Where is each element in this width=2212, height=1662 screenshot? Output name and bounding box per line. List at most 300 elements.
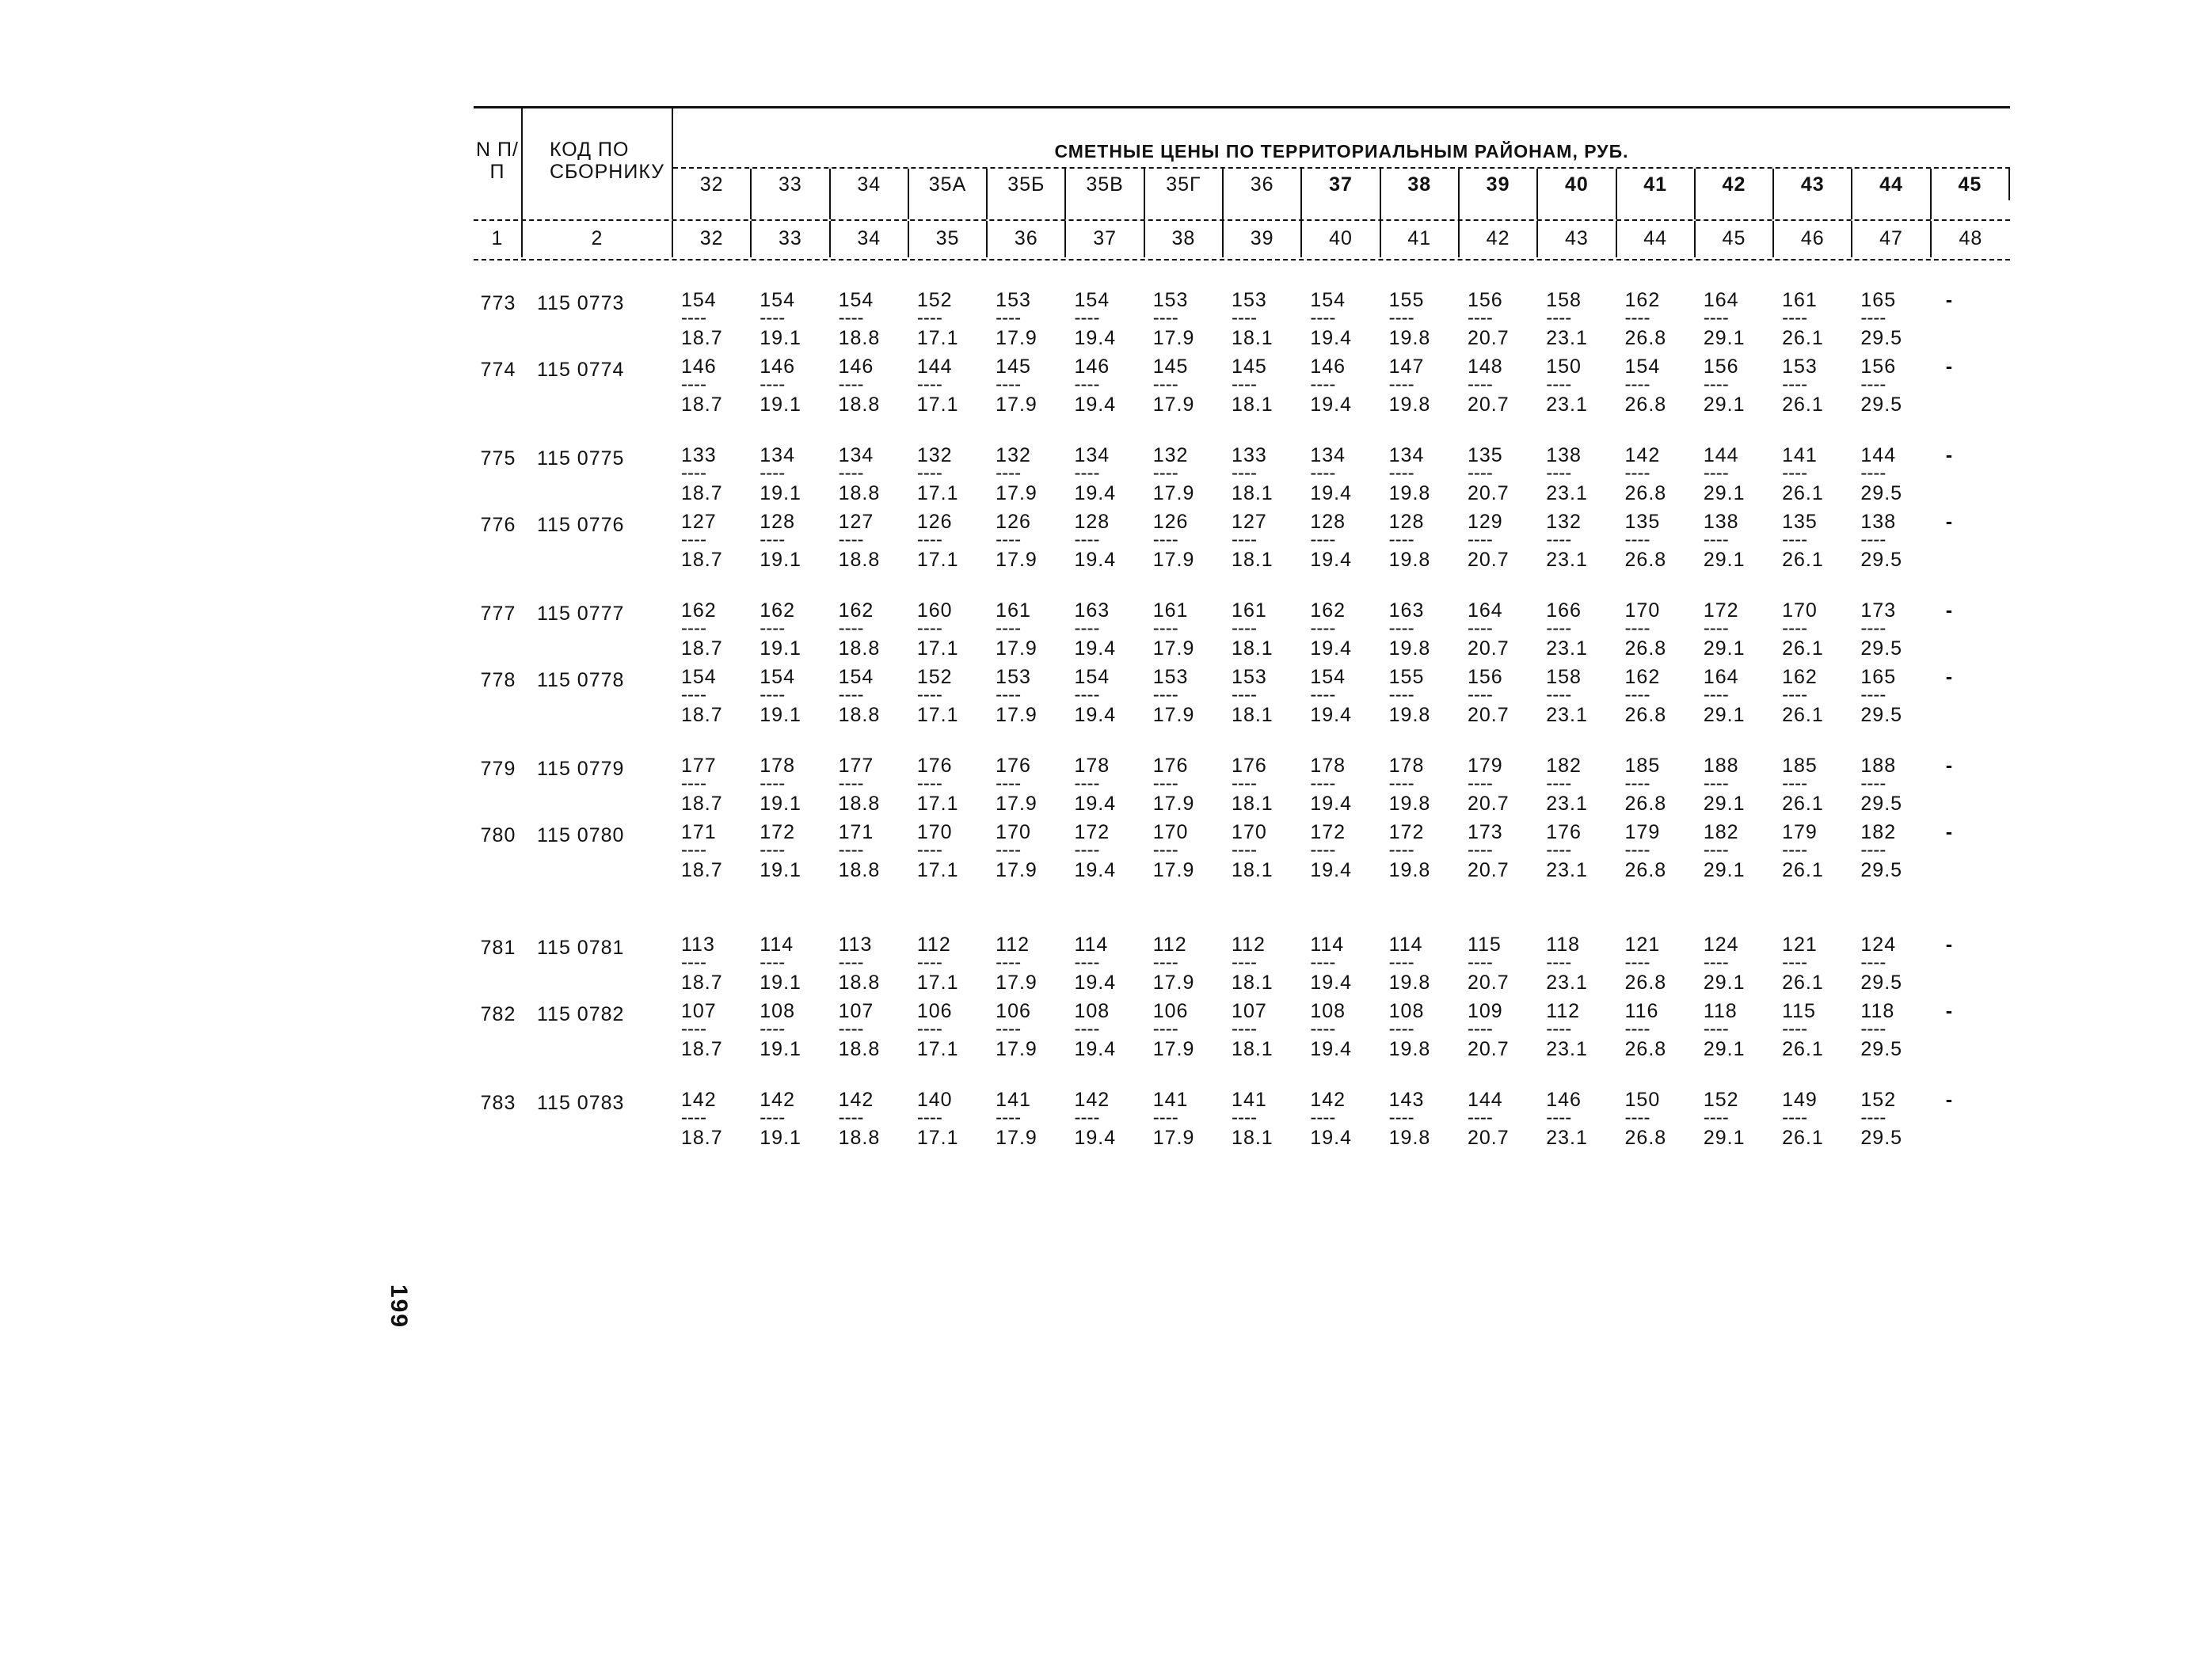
column-number: 39 — [1224, 221, 1302, 257]
price-value: 154 — [838, 666, 874, 688]
price-value: 188 — [1703, 755, 1739, 777]
price-value: 179 — [1782, 821, 1818, 843]
price-cell — [909, 755, 988, 821]
price-value: 156 — [1703, 356, 1739, 378]
fraction-denominator: 29.5 — [1860, 482, 1903, 504]
price-value: 106 — [916, 1000, 953, 1022]
fraction-denominator: 19.8 — [1388, 327, 1431, 349]
fraction-denominator: 26.1 — [1782, 704, 1824, 726]
fraction-line: ---- — [1152, 773, 1178, 794]
price-cell — [673, 1089, 752, 1155]
fraction-denominator: 18.8 — [838, 859, 881, 881]
fraction-denominator: 19.1 — [760, 793, 801, 815]
region-header: 42 — [1696, 169, 1774, 200]
fraction-line: ---- — [1624, 374, 1650, 395]
region-header: 34 — [831, 169, 909, 200]
price-value: 118 — [1860, 1000, 1895, 1022]
price-cell — [673, 666, 752, 732]
price-cell — [1538, 1000, 1616, 1067]
fraction-line: ---- — [1546, 839, 1572, 861]
price-value: 166 — [1546, 599, 1582, 622]
price-cell — [673, 821, 752, 888]
price-value: 171 — [681, 821, 717, 843]
fraction-line: ---- — [1703, 952, 1729, 973]
price-value: 172 — [1310, 821, 1346, 843]
fraction-line: ---- — [1624, 307, 1650, 329]
table-row — [474, 599, 2010, 666]
fraction-denominator: 29.5 — [1860, 704, 1903, 726]
price-cell — [909, 1089, 988, 1155]
price-cell — [1774, 666, 1852, 732]
fraction-line: ---- — [996, 1018, 1022, 1040]
price-value: 161 — [996, 599, 1031, 622]
fraction-denominator: 18.1 — [1232, 327, 1274, 349]
fraction-line: ---- — [838, 1107, 864, 1128]
fraction-denominator: 26.8 — [1624, 793, 1667, 815]
fraction-denominator: 20.7 — [1467, 972, 1510, 994]
row-number: 773 — [480, 292, 516, 314]
fraction-line: ---- — [996, 773, 1022, 794]
price-cell — [909, 934, 988, 1000]
fraction-line: ---- — [1310, 1107, 1336, 1128]
fraction-line: ---- — [1388, 1107, 1414, 1128]
price-value: 106 — [1152, 1000, 1189, 1022]
fraction-denominator: 20.7 — [1467, 394, 1510, 416]
price-value: 114 — [760, 934, 794, 956]
fraction-denominator: 23.1 — [1546, 482, 1588, 504]
row-code: 115 0779 — [537, 758, 625, 780]
price-cell — [1538, 755, 1616, 821]
price-cell — [673, 444, 752, 511]
price-value: 108 — [1074, 1000, 1110, 1022]
region-header-gap — [1774, 200, 1852, 219]
fraction-denominator: 29.5 — [1860, 859, 1903, 881]
fraction-line: ---- — [1782, 839, 1808, 861]
row-code: 115 0775 — [537, 447, 625, 470]
price-value: 164 — [1703, 289, 1739, 311]
fraction-denominator: 20.7 — [1467, 482, 1510, 504]
price-cell — [673, 1000, 752, 1067]
region-header-gap — [1145, 200, 1224, 219]
price-value: 146 — [1546, 1089, 1582, 1111]
table-row — [474, 755, 2010, 821]
price-cell — [1696, 821, 1774, 888]
fraction-line: ---- — [1546, 618, 1572, 639]
fraction-denominator: 18.7 — [681, 394, 723, 416]
price-value: 153 — [996, 666, 1031, 688]
fraction-denominator: 29.5 — [1860, 1127, 1903, 1149]
price-value: 163 — [1388, 599, 1425, 622]
empty-region-mark: - — [1945, 289, 1954, 311]
region-header: 38 — [1381, 169, 1460, 200]
price-value: 128 — [1388, 511, 1425, 533]
price-value: 126 — [996, 511, 1031, 533]
fraction-line: ---- — [1310, 462, 1336, 484]
fraction-line: ---- — [996, 1107, 1022, 1128]
price-value: 107 — [681, 1000, 717, 1022]
price-value: 108 — [760, 1000, 795, 1022]
price-value: 143 — [1388, 1089, 1425, 1111]
fraction-denominator: 29.5 — [1860, 549, 1903, 571]
price-cell — [1617, 356, 1696, 422]
fraction-line: ---- — [1152, 839, 1178, 861]
price-value: 107 — [838, 1000, 874, 1022]
fraction-line: ---- — [1152, 684, 1178, 705]
price-value: 182 — [1546, 755, 1582, 777]
price-value: 170 — [996, 821, 1031, 843]
fraction-denominator: 29.5 — [1860, 793, 1903, 815]
fraction-line: ---- — [1782, 952, 1808, 973]
table-header — [474, 108, 2010, 219]
price-value: 134 — [760, 444, 795, 466]
fraction-denominator: 26.8 — [1624, 859, 1667, 881]
empty-region-mark: - — [1945, 666, 1954, 688]
fraction-line: ---- — [1388, 529, 1414, 550]
price-value: 154 — [681, 666, 717, 688]
fraction-line: ---- — [1624, 618, 1650, 639]
fraction-denominator: 29.1 — [1703, 1038, 1746, 1060]
column-number: 38 — [1145, 221, 1224, 257]
price-cell — [752, 599, 830, 666]
empty-region-mark: - — [1945, 1000, 1954, 1022]
price-cell — [909, 356, 988, 422]
price-cell — [1224, 1089, 1302, 1155]
price-value: 182 — [1703, 821, 1739, 843]
price-cell — [1460, 1089, 1538, 1155]
fraction-line: ---- — [1703, 462, 1729, 484]
fraction-denominator: 19.1 — [760, 327, 801, 349]
fraction-denominator: 17.1 — [916, 1127, 959, 1149]
price-cell — [831, 599, 909, 666]
fraction-denominator: 26.1 — [1782, 1038, 1824, 1060]
fraction-line: ---- — [1310, 374, 1336, 395]
price-value: 142 — [1074, 1089, 1110, 1111]
fraction-line: ---- — [760, 307, 786, 329]
fraction-line: ---- — [1074, 684, 1100, 705]
empty-region-mark: - — [1945, 755, 1954, 777]
fraction-line: ---- — [1546, 374, 1572, 395]
price-value: 108 — [1310, 1000, 1346, 1022]
price-cell — [1617, 755, 1696, 821]
price-value: 133 — [681, 444, 717, 466]
fraction-denominator: 19.1 — [760, 549, 801, 571]
fraction-line: ---- — [1467, 839, 1493, 861]
price-cell — [1774, 356, 1852, 422]
price-cell — [1774, 1000, 1852, 1067]
fraction-denominator: 17.9 — [996, 482, 1037, 504]
row-number: 777 — [480, 603, 516, 625]
fraction-line: ---- — [760, 1107, 786, 1128]
fraction-line: ---- — [996, 684, 1022, 705]
fraction-line: ---- — [1310, 684, 1336, 705]
fraction-denominator: 17.1 — [916, 482, 959, 504]
price-value: 176 — [1152, 755, 1189, 777]
price-cell — [1852, 289, 1931, 356]
fraction-line: ---- — [996, 529, 1022, 550]
price-value: 141 — [1152, 1089, 1189, 1111]
fraction-line: ---- — [1074, 1018, 1100, 1040]
fraction-line: ---- — [1860, 618, 1886, 639]
fraction-denominator: 17.9 — [996, 637, 1037, 660]
fraction-denominator: 17.9 — [1152, 549, 1195, 571]
price-cell — [1617, 821, 1696, 888]
fraction-line: ---- — [838, 839, 864, 861]
price-value: 124 — [1860, 934, 1897, 956]
region-header: 36 — [1224, 169, 1302, 200]
price-value: 162 — [838, 599, 874, 622]
price-cell — [1696, 289, 1774, 356]
fraction-line: ---- — [1467, 529, 1493, 550]
price-cell — [909, 444, 988, 511]
fraction-denominator: 18.8 — [838, 637, 881, 660]
fraction-line: ---- — [1860, 952, 1886, 973]
price-value: 170 — [1152, 821, 1189, 843]
fraction-line: ---- — [1467, 952, 1493, 973]
price-value: 162 — [760, 599, 795, 622]
page-number: 199 — [386, 1284, 412, 1329]
price-cell — [673, 755, 752, 821]
price-value: 144 — [1703, 444, 1739, 466]
fraction-line: ---- — [681, 1018, 706, 1040]
price-cell — [1460, 666, 1538, 732]
price-cell — [1381, 1000, 1460, 1067]
price-cell — [1066, 444, 1144, 511]
region-header-gap — [1617, 200, 1696, 219]
row-number: 778 — [480, 669, 516, 691]
column-number: 48 — [1959, 227, 1983, 249]
fraction-denominator: 18.8 — [838, 1127, 881, 1149]
fraction-line: ---- — [1388, 773, 1414, 794]
price-value: 145 — [1152, 356, 1189, 378]
price-cell — [1538, 666, 1616, 732]
empty-region-mark: - — [1945, 356, 1954, 378]
row-code: 115 0781 — [537, 937, 625, 959]
price-cell — [1145, 511, 1224, 577]
price-cell — [1852, 599, 1931, 666]
price-value: 165 — [1860, 289, 1897, 311]
fraction-line: ---- — [1388, 839, 1414, 861]
fraction-denominator: 17.9 — [996, 972, 1037, 994]
price-value: 179 — [1624, 821, 1661, 843]
row-group-gap — [474, 888, 2010, 934]
column-number: 43 — [1538, 221, 1616, 257]
fraction-denominator: 19.8 — [1388, 704, 1431, 726]
fraction-denominator: 29.1 — [1703, 549, 1746, 571]
price-cell — [1145, 934, 1224, 1000]
fraction-denominator: 17.9 — [996, 793, 1037, 815]
price-value: 176 — [916, 755, 953, 777]
price-value: 140 — [916, 1089, 953, 1111]
price-value: 161 — [1782, 289, 1818, 311]
region-header: 35В — [1066, 169, 1144, 200]
price-value: 156 — [1467, 289, 1503, 311]
fraction-denominator: 19.4 — [1074, 793, 1117, 815]
price-value: 153 — [996, 289, 1031, 311]
fraction-denominator: 19.4 — [1074, 1038, 1117, 1060]
price-cell — [1145, 599, 1224, 666]
fraction-denominator: 19.4 — [1074, 972, 1117, 994]
price-value: 142 — [1310, 1089, 1346, 1111]
price-value: 164 — [1467, 599, 1503, 622]
price-value: 161 — [1152, 599, 1189, 622]
fraction-line: ---- — [838, 773, 864, 794]
fraction-denominator: 17.1 — [916, 327, 959, 349]
fraction-line: ---- — [1782, 374, 1808, 395]
price-value: 135 — [1467, 444, 1503, 466]
price-value: 152 — [1860, 1089, 1897, 1111]
fraction-denominator: 29.5 — [1860, 972, 1903, 994]
fraction-denominator: 18.7 — [681, 1038, 723, 1060]
header-bottom-rule — [474, 259, 2010, 261]
price-value: 163 — [1074, 599, 1110, 622]
price-cell — [1460, 289, 1538, 356]
fraction-line: ---- — [1074, 952, 1100, 973]
price-cell — [1696, 599, 1774, 666]
region-header: 32 — [673, 169, 752, 200]
price-cell — [1066, 755, 1144, 821]
fraction-denominator: 29.1 — [1703, 482, 1746, 504]
price-cell — [1852, 666, 1931, 732]
price-value: 134 — [838, 444, 874, 466]
price-cell — [1381, 356, 1460, 422]
fraction-line: ---- — [996, 952, 1022, 973]
price-cell — [1145, 1000, 1224, 1067]
row-code: 115 0780 — [537, 824, 625, 846]
fraction-line: ---- — [1232, 307, 1258, 329]
price-value: 146 — [681, 356, 717, 378]
price-cell — [1224, 511, 1302, 577]
fraction-line: ---- — [1310, 529, 1336, 550]
fraction-line: ---- — [1388, 1018, 1414, 1040]
price-value: 162 — [1782, 666, 1818, 688]
price-cell — [1774, 444, 1852, 511]
price-cell — [1381, 444, 1460, 511]
price-cell — [988, 821, 1066, 888]
fraction-denominator: 17.1 — [916, 859, 959, 881]
fraction-line: ---- — [1860, 773, 1886, 794]
price-value: 128 — [1074, 511, 1110, 533]
fraction-line: ---- — [1310, 773, 1336, 794]
fraction-line: ---- — [1860, 839, 1886, 861]
fraction-denominator: 26.8 — [1624, 1127, 1667, 1149]
fraction-line: ---- — [681, 462, 706, 484]
region-header-gap — [1066, 200, 1144, 219]
row-number: 783 — [480, 1092, 516, 1114]
price-value: 127 — [838, 511, 874, 533]
fraction-denominator: 17.9 — [996, 1038, 1037, 1060]
fraction-denominator: 26.1 — [1782, 637, 1824, 660]
price-cell — [1381, 1089, 1460, 1155]
fraction-denominator: 19.8 — [1388, 482, 1431, 504]
price-value: 144 — [916, 356, 953, 378]
price-value: 154 — [1310, 666, 1346, 688]
price-value: 135 — [1624, 511, 1661, 533]
price-cell — [1696, 666, 1774, 732]
region-header-gap — [752, 200, 830, 219]
price-cell — [1538, 821, 1616, 888]
empty-region-mark: - — [1945, 511, 1954, 533]
price-value: 132 — [1546, 511, 1582, 533]
price-value: 154 — [1310, 289, 1346, 311]
fraction-denominator: 19.4 — [1074, 482, 1117, 504]
price-cell — [1617, 599, 1696, 666]
fraction-denominator: 20.7 — [1467, 859, 1510, 881]
fraction-line: ---- — [1232, 839, 1258, 861]
fraction-denominator: 20.7 — [1467, 704, 1510, 726]
fraction-line: ---- — [1074, 773, 1100, 794]
price-cell — [988, 934, 1066, 1000]
price-value: 128 — [760, 511, 795, 533]
price-cell — [1066, 511, 1144, 577]
fraction-line: ---- — [838, 618, 864, 639]
empty-region-mark: - — [1945, 1089, 1954, 1111]
fraction-denominator: 17.1 — [916, 704, 959, 726]
column-number: 32 — [673, 221, 752, 257]
fraction-line: ---- — [1388, 952, 1414, 973]
fraction-denominator: 17.9 — [1152, 394, 1195, 416]
fraction-denominator: 18.8 — [838, 793, 881, 815]
fraction-line: ---- — [1074, 529, 1100, 550]
fraction-line: ---- — [681, 1107, 706, 1128]
price-cell — [1302, 666, 1380, 732]
fraction-line: ---- — [1782, 307, 1808, 329]
fraction-denominator: 19.1 — [760, 482, 801, 504]
fraction-denominator: 19.4 — [1310, 704, 1353, 726]
fraction-denominator: 18.1 — [1232, 1038, 1274, 1060]
row-code: 115 0778 — [537, 669, 625, 691]
price-cell — [1145, 444, 1224, 511]
fraction-line: ---- — [916, 618, 942, 639]
price-cell — [988, 356, 1066, 422]
price-value: 138 — [1860, 511, 1897, 533]
price-value: 146 — [1074, 356, 1110, 378]
price-value: 150 — [1546, 356, 1582, 378]
column-number: 41 — [1381, 221, 1460, 257]
price-cell — [752, 511, 830, 577]
fraction-line: ---- — [1624, 952, 1650, 973]
price-value: 172 — [1388, 821, 1425, 843]
fraction-line: ---- — [760, 374, 786, 395]
region-header-gap — [1932, 200, 2010, 219]
fraction-line: ---- — [916, 529, 942, 550]
price-value: 148 — [1467, 356, 1503, 378]
price-cell — [831, 821, 909, 888]
price-cell — [673, 934, 752, 1000]
fraction-denominator: 19.8 — [1388, 394, 1431, 416]
fraction-line: ---- — [1388, 684, 1414, 705]
price-cell — [1538, 599, 1616, 666]
fraction-line: ---- — [1152, 374, 1178, 395]
price-value: 154 — [760, 289, 795, 311]
price-value: 133 — [1232, 444, 1267, 466]
fraction-denominator: 17.9 — [996, 394, 1037, 416]
price-cell — [752, 444, 830, 511]
column-number: 35 — [909, 221, 988, 257]
price-cell — [1460, 599, 1538, 666]
price-cell — [1302, 356, 1380, 422]
fraction-denominator: 23.1 — [1546, 793, 1588, 815]
fraction-denominator: 26.1 — [1782, 972, 1824, 994]
column-number: 36 — [988, 221, 1066, 257]
fraction-line: ---- — [1546, 952, 1572, 973]
fraction-denominator: 17.9 — [1152, 637, 1195, 660]
fraction-denominator: 18.7 — [681, 793, 723, 815]
price-value: 114 — [1310, 934, 1345, 956]
price-cell — [909, 599, 988, 666]
price-value: 177 — [681, 755, 717, 777]
fraction-line: ---- — [1232, 529, 1258, 550]
price-value: 114 — [1074, 934, 1109, 956]
